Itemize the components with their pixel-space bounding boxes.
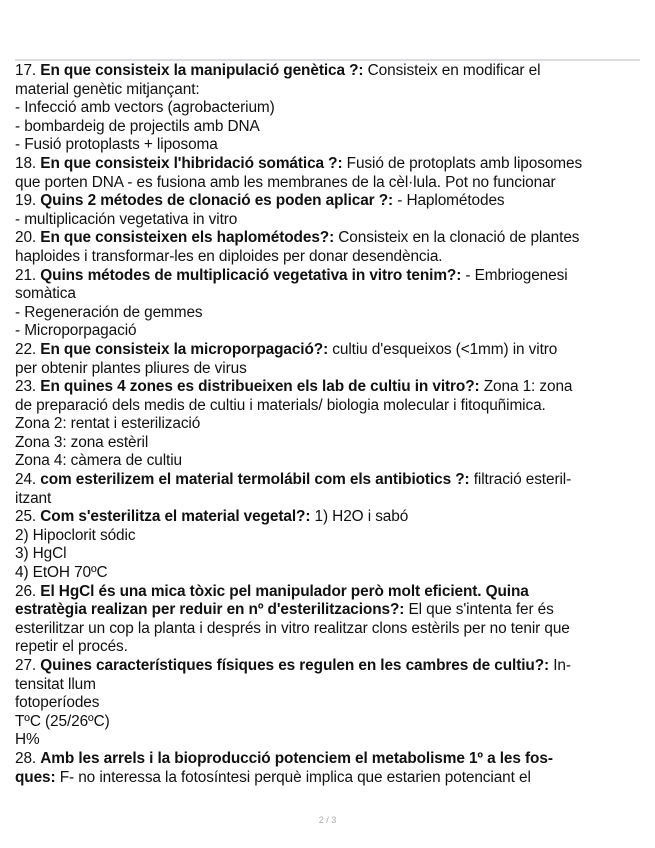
text-line (15, 490, 643, 509)
question-text: ques: (15, 768, 56, 786)
text-line (15, 285, 643, 304)
answer-text: - bombardeig de projectils amb DNA (15, 117, 260, 135)
text-line (15, 676, 643, 695)
text-line (15, 267, 643, 286)
line-number: 23. (15, 378, 41, 396)
text-line (15, 750, 643, 769)
question-text: En quines 4 zones es distribueixen els lab de cultiu in vitro?: (40, 378, 480, 396)
text-line (15, 341, 643, 360)
page-number: 2 / 3 (318, 815, 337, 825)
question-text: Amb les arrels i la bioproducció potenciem el metabolisme 1º a les fos- (40, 749, 553, 767)
text-line (15, 694, 643, 713)
answer-text: Zona 4: càmera de cultiu (15, 452, 182, 470)
line-number: 28. (15, 749, 41, 767)
answer-text: - Infecció amb vectors (agrobacterium) (15, 99, 275, 117)
question-text: Quines característiques físiques es regulen en les cambres de cultiu?: (40, 657, 550, 674)
top-divider (15, 59, 640, 61)
text-line (15, 397, 643, 416)
line-number: 25. (15, 508, 41, 526)
answer-text: El que s'intenta fer és (404, 601, 554, 619)
line-number: 22. (15, 340, 41, 358)
answer-text: Consisteix en modificar el (363, 62, 541, 79)
text-line (15, 360, 643, 379)
answer-text: - Haplométodes (393, 192, 505, 210)
text-line (15, 527, 643, 546)
answer-text: - multiplicación vegetativa in vitro (15, 210, 238, 228)
answer-text: - Fusió protoplasts + liposoma (15, 136, 218, 154)
text-line (15, 192, 643, 211)
text-line (15, 378, 643, 397)
line-number: 18. (15, 154, 41, 172)
answer-text: material genètic mitjançant: (15, 80, 200, 98)
line-number: 20. (15, 229, 41, 247)
question-text: Quins 2 métodes de clonació es poden aplicar ?: (40, 192, 394, 210)
answer-text: - Regeneración de gemmes (15, 303, 203, 321)
text-line (15, 434, 643, 453)
question-text: En que consisteix la microporpagació?: (40, 340, 329, 358)
answer-text: - Microporpagació (15, 322, 137, 340)
question-text: Quins métodes de multiplicació vegetativa in vitro tenim?: (40, 266, 462, 284)
answer-text: 3) HgCl (15, 545, 67, 563)
question-text: estratègia realizan per reduir en nº d'esterilitzacions?: (15, 601, 405, 619)
line-number: 24. (15, 471, 41, 489)
answer-text: que porten DNA - es fusiona amb les membranes de la cèl·lula. Pot no funcionar (15, 173, 556, 191)
question-text: En que consisteix la manipulació genètica ?: (40, 62, 364, 79)
answer-text: 4) EtOH 70ºC (15, 564, 108, 582)
question-text: En que consisteix l'hibridació somática ?: (40, 154, 343, 172)
text-line (15, 657, 643, 676)
question-text: El HgCl és una mica tòxic pel manipulador però molt eficient. Quina (40, 582, 529, 600)
text-line (15, 508, 643, 527)
text-line (15, 229, 643, 248)
text-line (15, 452, 643, 471)
line-number: 27. (15, 657, 41, 674)
answer-text: Zona 1: zona (479, 378, 573, 396)
text-line (15, 174, 643, 193)
text-line (15, 211, 643, 230)
line-number: 17. (15, 62, 41, 79)
text-line (15, 304, 643, 323)
text-line (15, 62, 643, 81)
text-line (15, 638, 643, 657)
answer-text: F- no interessa la fotosíntesi perquè implica que estarien potenciant el (55, 768, 531, 786)
text-line (15, 136, 643, 155)
text-line (15, 731, 643, 750)
answer-text: H% (15, 731, 40, 749)
answer-text: tensitat llum (15, 675, 96, 693)
answer-text: Fusió de protoplats amb liposomes (342, 154, 583, 172)
answer-text: In- (549, 657, 571, 674)
answer-text: fotoperíodes (15, 694, 100, 712)
document-body (15, 62, 643, 787)
text-line (15, 471, 643, 490)
text-line (15, 769, 643, 788)
text-line (15, 415, 643, 434)
line-number: 21. (15, 266, 41, 284)
answer-text: esterilitzar un cop la planta i després in vitro realitzar clons estèrils per no tenir que (15, 619, 570, 637)
text-line (15, 81, 643, 100)
text-line (15, 155, 643, 174)
answer-text: 2) Hipoclorit sódic (15, 526, 136, 544)
answer-text: itzant (15, 489, 52, 507)
answer-text: 1) H2O i sabó (310, 508, 409, 526)
text-line (15, 620, 643, 639)
question-text: com esterilizem el material termolábil com els antibiotics ?: (40, 471, 470, 489)
answer-text: filtració esteril- (469, 471, 572, 489)
answer-text: Zona 3: zona estèril (15, 433, 149, 451)
text-line (15, 713, 643, 732)
text-line (15, 564, 643, 583)
line-number: 19. (15, 192, 41, 210)
line-number: 26. (15, 582, 41, 600)
answer-text: - Embriogenesi (461, 266, 568, 284)
text-line (15, 248, 643, 267)
question-text: Com s'esterilitza el material vegetal?: (40, 508, 311, 526)
answer-text: TºC (25/26ºC) (15, 712, 110, 730)
question-text: En que consisteixen els haplométodes?: (40, 229, 335, 247)
text-line (15, 99, 643, 118)
answer-text: repetir el procés. (15, 638, 128, 656)
answer-text: cultiu d'esqueixos (<1mm) in vitro (328, 340, 558, 358)
answer-text: Consisteix en la clonació de plantes (334, 229, 580, 247)
answer-text: somàtica (15, 285, 76, 303)
answer-text: haploides i transformar-les en diploides per donar desendència. (15, 247, 443, 265)
answer-text: Zona 2: rentat i esterilizació (15, 415, 201, 433)
text-line (15, 583, 643, 602)
answer-text: per obtenir plantes pliures de virus (15, 359, 247, 377)
answer-text: de preparació dels medis de cultiu i materials/ biologia molecular i fitoquñimica. (15, 396, 546, 414)
text-line (15, 545, 643, 564)
text-line (15, 601, 643, 620)
text-line (15, 322, 643, 341)
text-line (15, 118, 643, 137)
